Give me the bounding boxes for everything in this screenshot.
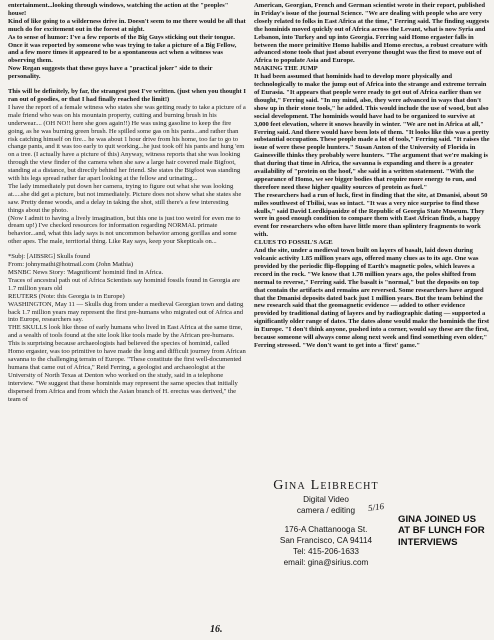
paragraph: The researchers had a run of luck, first in finding that the site, at Dmanisi, about 50 miles southwest of Tbilisi, was so intact. "It was a very nice surprise to find these skulls," said David Lordkipanidze of the Republic of Georgia State Museum. They were in good enough condition to compare them with East African finds, a happy event for researchers who often have little more than splintery fragments to work with. bbox=[254, 191, 488, 239]
email-header-block: *Subj: [AIBSRG] Skulls found From: johnymathi@hotmail.com (John Mathia) MSNBC News Story: 'Magnificent' hominid find in Africa. Traces of ancestral path out of Africa Scientists say hominid fossils found in Georgia are 1.7 million years old REUTERS (Note: this Georgia is in Europe) WASHINGTON, May 11 — Skulls dug from under a medieval Georgian town and dating back 1.7 million years may represent the first pre-humans who migrated out of Africa and into Europe, researchers say. bbox=[8, 253, 244, 324]
handwritten-date: 5/16 bbox=[367, 500, 385, 514]
paragraph: I have the report of a female witness who states she was getting ready to take a picture of a male friend who was on his mountain property, cutting and burning brush in his underwear.... (OH NO!! here she goes again!!) He was using gasoline to keep the fire going, as he was burning green brush. He spilled some gas on his pants...and rather than risk catching himself on fire... he was about 1 hour drive from his home, too far to go to change pants, and it was too early to quit working...he just took off his pants and hung 'em on a tree. (I actually have a picture of this) Anyway, witness reports that she was looking through the view finder of the camera when she saw a large hair covered male Bigfoot, standing at a distance, but directly behind her friend. She states the Bigfoot was standing with his legs spread rather far apart looking at the fellow and urinating... bbox=[8, 103, 246, 183]
card-city: San Francisco, CA 94114 bbox=[279, 536, 373, 545]
paragraph: (Now I admit to having a lively imagination, but this one is just too weird for even me to dream up!) I've checked resources for information regarding NORMAL primate behavior...and, what this lady says is not uncommon behavior among gorillas and some other apes. The male, territorial thing. Like Ray says, keep your Skepticals on... bbox=[8, 214, 241, 246]
card-role: camera / editing bbox=[296, 506, 356, 515]
paragraph: This will be definitely, by far, the strangest post I've written. (just when you thought I ran out of goodies, or that I had finally reached the limit!) bbox=[8, 88, 246, 103]
card-service: Digital Video bbox=[303, 495, 349, 504]
paragraph: As to sense of humor: I've a few reports of the Big Guys sticking out their tongue. Once it was reported by someone who was trying to take a picture of a Big Fellow, and a few more times it appeared to be a spontaneous act when a witness was observing them. bbox=[8, 33, 237, 65]
card-name: Gina Leibrecht bbox=[273, 478, 379, 493]
card-phone: Tel: 415-206-1633 bbox=[292, 547, 359, 556]
paragraph: American, Georgian, French and German scientist wrote in their report, published in Friday's issue of the journal Science. "We are dealing with people who are very closely related to folks in East Africa at the time," Ferring said. The finding suggests the hominids moved quickly out of Africa across the Levant, what is now Syria and Lebanon, into Turkey and up into Georgia. Ferring said Homo ergaster falls in between the more primitive Homo habilis and Homo erectus, a robust creature with advanced stone tools that just about everyone thought was the first to move out of Africa to populate Asia and Europe. bbox=[254, 2, 489, 65]
paragraph: entertainment...looking through windows, watching the action at the "peoples" house! bbox=[8, 2, 229, 17]
paragraph: And the site, under a medieval town built on layers of basalt, laid down during volcanic activity 1.85 million years ago, offered many clues as to its age. One was provided by the periodic flip-flopping of Earth's magnetic poles, which leaves a record in the rock. "We know that 1.78 million years ago, the poles shifted from normal to reverse," Ferring said. The basalt is "normal," but the deposits on top that contain the artifacts and remains are reversed. Some researchers have argued that the Dmanisi deposits dated back just 1 million years. But the team behind the new research said that the geomagnetic evidence — added to other evidence provided by traditional dating of layers and by radiographic dating — supported a significantly older range of dates. The dates alone would make the hominids the first in Europe. "I don't think anyone, pushed into a corner, would say these are the first, because someone will always come along next week and find something even older," Ferring stressed. "We don't want to get into a 'first' game." bbox=[254, 247, 490, 349]
paragraph: The lady immediately put down her camera, trying to figure out what she was looking at.....she did get a picture, but not immediately. Picture does not show what she states she saw. Pretty dense woods, and a delay in taking the shot, still there's a few interesting things about the photo. bbox=[8, 182, 242, 214]
lunch-notice: GINA JOINED US AT BF LUNCH FOR INTERVIEWS bbox=[398, 514, 485, 548]
paragraph: It had been assumed that hominids had to develop more physically and technologically to make the jump out of Africa into the strange and extreme terrain of Eurasia. "It appears that people were ready to get out of Africa earlier than we thought," Ferring said. "In my mind, also, they were advanced in ways that don't show up in their stone tools," he added. This would include the use of wood, but also social development. The hominids would have had to be organized to survive at 3,000 feet elevation, where it snows heavily in winter. "We are not in Africa at all," Ferring said. And there would have been lots of them. "It looks like this was a pretty substantial occupation. These people made a lot of tools," Ferring said. "It raises the issue of were these people hunters." Susan Anton of the University of Florida in Gainesville thinks they probably were hunters. "The argument that we're making is that during that time in Africa, the savanna is expanding and there is a greater availability of "protein on the hoof," she said in a written statement. "With the appearance of Homo, we see bigger bodies that require more energy to run, and therefore need these higher quality sources of protein as fuel." bbox=[254, 73, 490, 191]
section-heading: MAKING THE JUMP bbox=[254, 65, 318, 73]
paragraph: THE SKULLS look like those of early humans who lived in East Africa at the same time, and a wealth of tools found at the site look like tools made by the African pre-humans. This is surprising because archaeologists had believed the species of hominid, called Homo ergaster, was too primitive to have made the long and difficult journey from African savanna to the challenging terrain of Europe. "These constitute the first well-documented humans that came out of Africa," Reid Ferring, a geologist and archaeologist at the University of North Texas at Denton who worked on the study, said in a telephone interview. "We suggest that these hominids may represent the same species that initially dispersed from Africa and from which the Asian branch of H. erectus was derived," the team of bbox=[8, 324, 246, 403]
paragraph: Now Regan suggests that these guys have a "practical joker" side to their personality. bbox=[8, 65, 213, 81]
right-column bbox=[254, 2, 490, 474]
card-address: 176-A Chattanooga St. bbox=[284, 525, 368, 534]
card-email: email: gina@sirius.com bbox=[283, 558, 369, 567]
business-card bbox=[256, 478, 396, 636]
section-heading: CLUES TO FOSSIL'S AGE bbox=[254, 239, 333, 247]
left-column bbox=[8, 2, 246, 632]
page-number: 16. bbox=[210, 624, 223, 635]
paragraph: Kind of like going to a wilderness drive in. Doesn't seem to me there would be all that much do for excitement out in the forest at night. bbox=[8, 17, 246, 33]
card-spacer bbox=[256, 516, 396, 524]
